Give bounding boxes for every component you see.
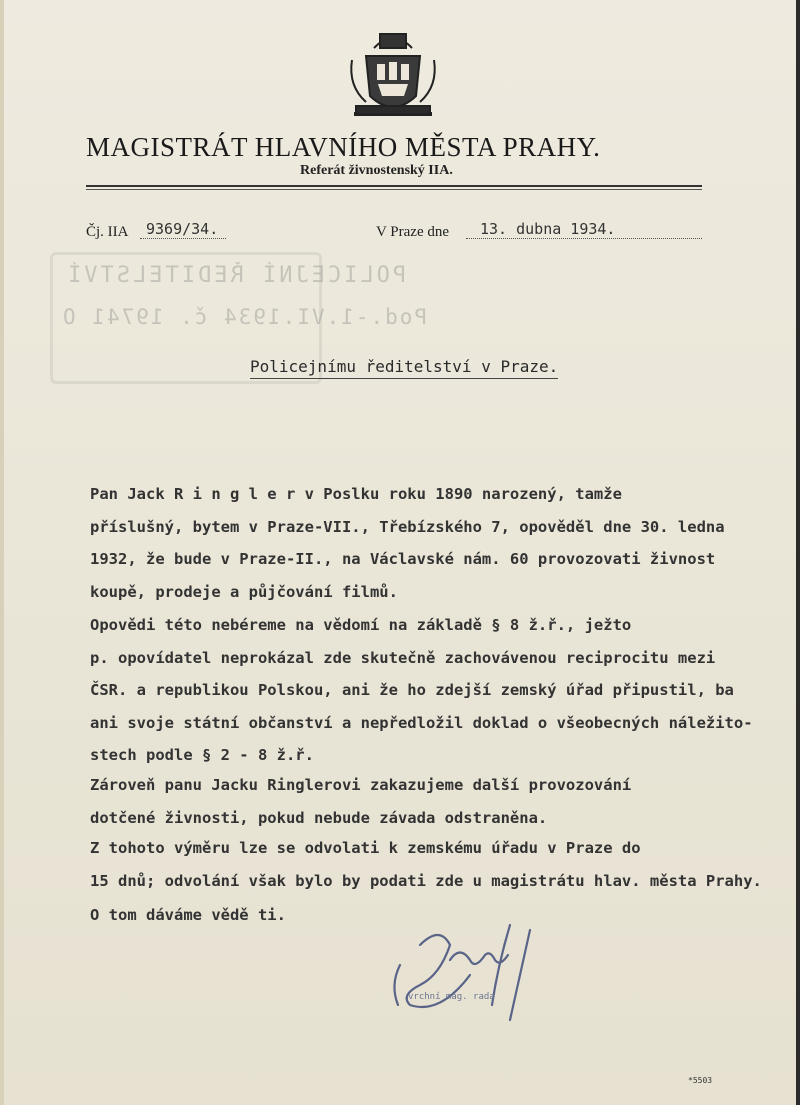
- header-rule: [86, 185, 702, 187]
- text-line: Pan Jack R i n g l e r v Poslku roku 1890 narozený, tamže: [90, 485, 622, 503]
- text-line: 15 dnů; odvolání však bylo by podati zde u magistrátu hlav. města Prahy.: [90, 871, 762, 890]
- text-line: Zároveň panu Jacku Ringlerovi zakazujeme další provozování: [90, 776, 632, 794]
- body-paragraph-1: [90, 478, 790, 608]
- text-line: Opovědi této nebéreme na vědomí na základě § 8 ž.ř., ježto: [90, 616, 632, 634]
- text-line: stech podle § 2 - 8 ž.ř.: [90, 746, 314, 764]
- text-line: ani svoje státní občanství a nepředložil doklad o všeobecných náležito-: [90, 713, 753, 732]
- form-number: *5503: [688, 1076, 713, 1085]
- date-dotted-line: [466, 238, 702, 239]
- text-line: koupě, prodeje a půjčování filmů.: [90, 582, 398, 601]
- signature-caption: vrchní mag. rada: [408, 992, 495, 1002]
- body-paragraph-3: [90, 769, 790, 834]
- coat-of-arms-icon: [344, 26, 442, 122]
- department-subtitle: Referát živnostenský IIA.: [300, 163, 453, 178]
- text-line: p. opovídatel neprokázal zde skutečně zachovávenou reciprocitu mezi: [90, 648, 716, 667]
- text-line: ČSR. a republikou Polskou, ani že ho zdejší zemský úřad připustil, ba: [90, 681, 734, 699]
- page-edge-right: [796, 0, 800, 1105]
- page-edge-left: [0, 0, 4, 1105]
- addressee: Policejnímu ředitelství v Praze.: [250, 357, 558, 379]
- text-line: Z tohoto výměru lze se odvolati k zemskému úřadu v Praze do: [90, 839, 641, 857]
- reference-dotted-line: [140, 238, 226, 239]
- date-label: V Praze dne: [376, 224, 450, 240]
- date-value: 13. dubna 1934.: [480, 220, 616, 238]
- reference-number: 9369/34.: [146, 220, 219, 238]
- body-paragraph-4: [90, 832, 790, 897]
- stamp-line-2: Pod.-1.VI.1934 č. 19741 O: [61, 305, 428, 329]
- header-rule-thin: [86, 189, 702, 190]
- text-line: dotčené živnosti, pokud nebude závada odstraněna.: [90, 808, 548, 827]
- text-line: příslušný, bytem v Praze-VII., Třebízského 7, opověděl dne 30. ledna: [90, 517, 725, 536]
- body-paragraph-2: [90, 609, 790, 772]
- text-line: O tom dáváme vědě ti.: [90, 906, 286, 924]
- stamp-line-1: POLICEJNÍ ŘEDITELSTVÍ: [65, 263, 407, 288]
- reference-label: Čj. IIA: [86, 224, 129, 240]
- office-title: MAGISTRÁT HLAVNÍHO MĚSTA PRAHY.: [86, 132, 601, 162]
- handwritten-signature-icon: [380, 905, 560, 1035]
- text-line: 1932, že bude v Praze-II., na Václavské nám. 60 provozovati živnost: [90, 550, 716, 568]
